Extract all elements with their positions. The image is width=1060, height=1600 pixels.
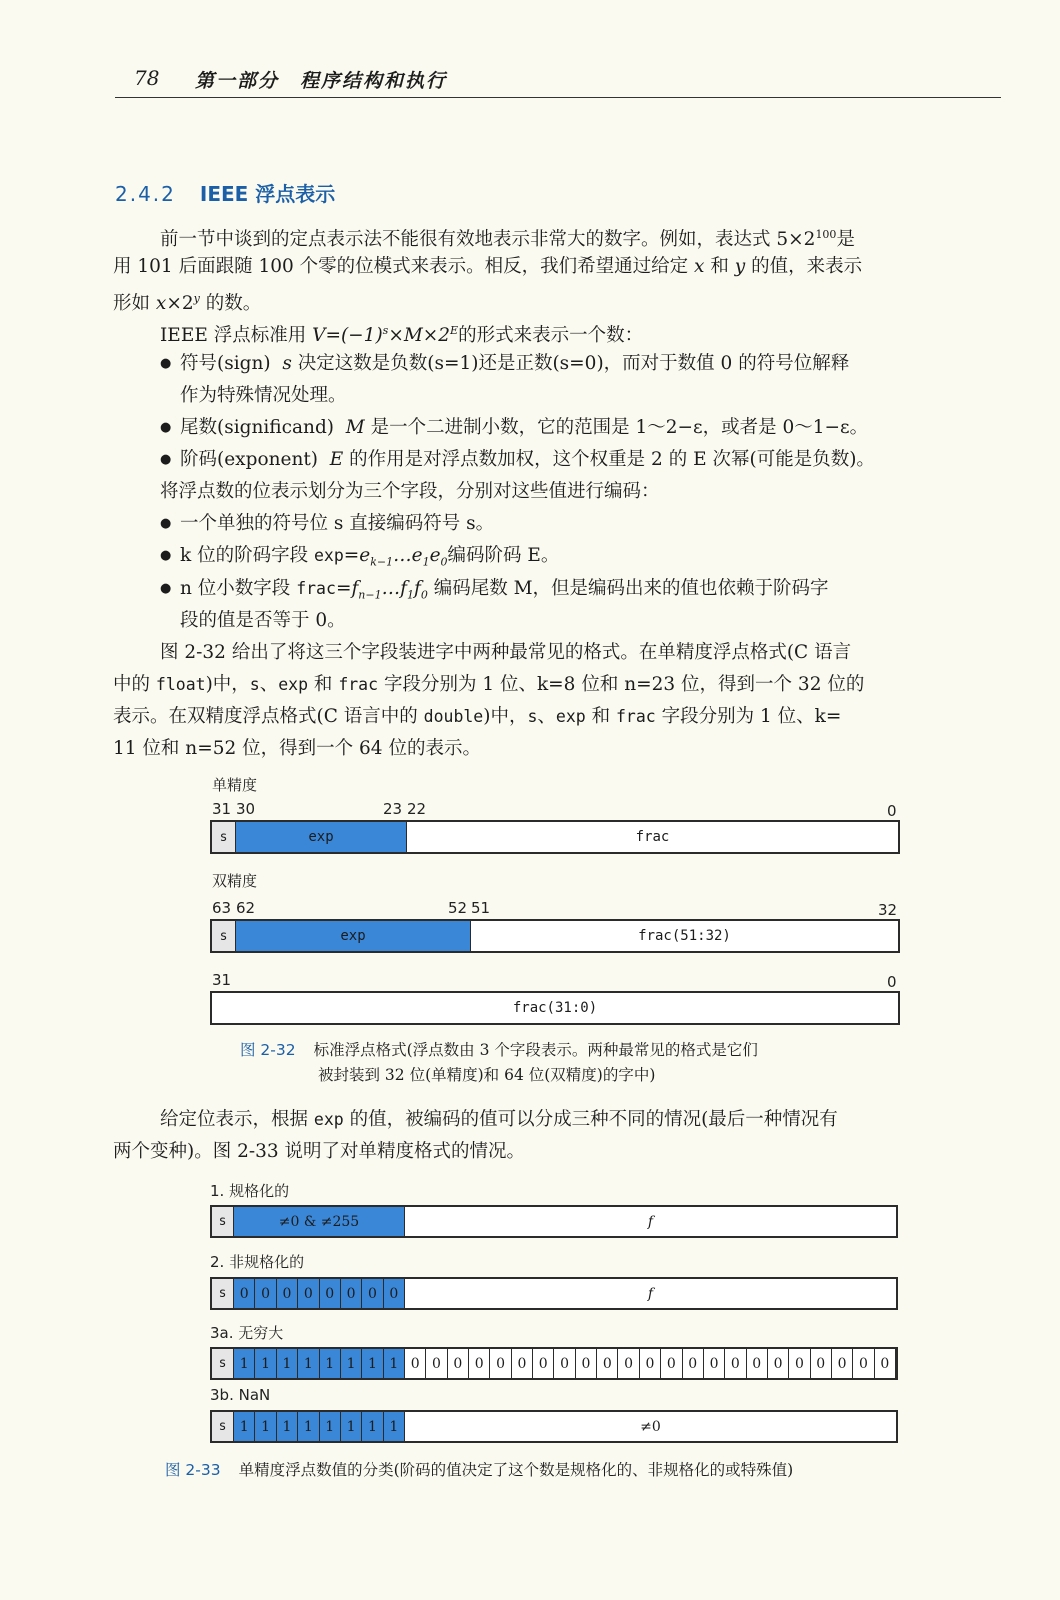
bit-cell: 0 <box>448 1349 469 1378</box>
bit-cell: 1 <box>234 1349 255 1378</box>
code: s <box>527 707 538 726</box>
para1-line2 <box>113 251 862 283</box>
frac-field: f <box>647 1285 654 1302</box>
infinity-format <box>210 1347 898 1380</box>
bit-cell: 1 <box>255 1412 276 1441</box>
frac-field: frac(51:32) <box>638 928 731 944</box>
bit-cell: 0 <box>469 1349 490 1378</box>
text: 和 <box>704 256 735 277</box>
bit-cell: 0 <box>747 1349 768 1378</box>
page-number: 78 <box>134 66 160 90</box>
para4-line4: 11 位和 n=52 位，得到一个 64 位的表示。 <box>113 738 481 759</box>
frac-field: f <box>647 1213 654 1230</box>
sign-field: s <box>212 1349 234 1378</box>
text: 形如 <box>113 293 156 315</box>
bit-cell: 0 <box>298 1279 319 1308</box>
text: 字段分别为 1 位、k= <box>655 706 842 727</box>
var: s <box>282 353 292 374</box>
bit-cell: 0 <box>341 1279 362 1308</box>
bit-index: 30 <box>236 800 256 818</box>
bit-index: 22 <box>407 800 427 818</box>
bit-cell: 1 <box>277 1412 298 1441</box>
nan-format <box>210 1410 898 1443</box>
bit-cell: 0 <box>661 1349 682 1378</box>
exp-field: ≠0 & ≠255 <box>234 1207 405 1236</box>
code: frac <box>296 579 336 598</box>
text: ×2 <box>166 293 194 315</box>
figure-caption-2-33 <box>165 1458 793 1482</box>
bit-cell: 0 <box>234 1279 255 1308</box>
bit-index: 23 <box>383 800 403 818</box>
text: k 位的阶码字段 <box>180 545 314 566</box>
para5-line1 <box>160 1104 838 1136</box>
text: )中， <box>205 674 250 695</box>
sign-field: s <box>212 921 236 951</box>
figure-number: 图 2-33 <box>165 1461 221 1479</box>
exp-field: exp <box>236 822 407 852</box>
frac-bits <box>405 1349 896 1378</box>
bit-index: 51 <box>471 899 491 917</box>
bit-cell: 0 <box>704 1349 725 1378</box>
formula: V=(−1) <box>312 325 383 347</box>
text: 和 <box>308 674 339 695</box>
bit-index: 31 <box>212 800 232 818</box>
text: 前一节中谈到的定点表示法不能很有效地表示非常大的数字。例如，表达式 5×2 <box>160 229 816 251</box>
text: 是一个二进制小数，它的范围是 1～2−ε，或者是 0～1−ε。 <box>364 417 869 438</box>
text: 用 101 后面跟随 100 个零的位模式来表示。相反，我们希望通过给定 <box>113 256 695 277</box>
single-precision-label: 单精度 <box>212 776 258 794</box>
bit-index: 32 <box>878 901 898 919</box>
subscript: k−1 <box>370 555 394 569</box>
para5-line2: 两个变种)。图 2-33 说明了对单精度格式的情况。 <box>113 1141 526 1162</box>
exp-field: exp <box>236 921 471 951</box>
code: exp <box>313 1110 344 1129</box>
bit-cell: 0 <box>683 1349 704 1378</box>
text: f <box>413 578 421 599</box>
exp-bits <box>234 1349 405 1378</box>
bit-cell: 0 <box>533 1349 554 1378</box>
subscript: 0 <box>420 588 428 602</box>
code: float <box>155 675 206 694</box>
bit-cell: 1 <box>362 1412 383 1441</box>
caption-text: 单精度浮点数值的分类(阶码的值决定了这个数是规格化的、非规格化的或特殊值) <box>238 1461 794 1479</box>
var: x <box>155 293 167 315</box>
bullet-sign <box>180 348 849 380</box>
sign-field: s <box>212 1207 234 1236</box>
bit-cell: 1 <box>384 1349 405 1378</box>
text: 的形式来表示一个数： <box>458 325 644 347</box>
para4-line1: 图 2-32 给出了将这三个字段装进字中两种最常见的格式。在单精度浮点格式(C 语言 <box>160 642 852 663</box>
para4-line2 <box>113 669 864 701</box>
text: =e <box>343 545 371 566</box>
formula: ×M×2 <box>388 325 451 347</box>
code: frac <box>616 707 656 726</box>
text: IEEE 浮点标准用 <box>160 325 313 347</box>
bit-cell: 1 <box>298 1412 319 1441</box>
header-rule <box>115 97 1001 98</box>
text: 中的 <box>113 674 156 695</box>
case-normalized-label: 1. 规格化的 <box>210 1182 290 1200</box>
bit-index: 31 <box>212 971 232 989</box>
bit-cell: 0 <box>426 1349 447 1378</box>
normalized-format <box>210 1205 898 1238</box>
text: )中， <box>483 706 528 727</box>
double-precision-format-low <box>210 991 900 1025</box>
section-title: IEEE 浮点表示 <box>199 182 336 206</box>
bit-cell: 0 <box>768 1349 789 1378</box>
superscript: s <box>382 324 389 337</box>
sign-field: s <box>212 1412 234 1441</box>
bullet-frac-cont: 段的值是否等于 0。 <box>180 610 346 631</box>
term: 阶码(exponent) <box>180 449 319 470</box>
bit-index: 0 <box>887 802 897 820</box>
text: 编码阶码 E。 <box>447 545 560 566</box>
bit-cell: 0 <box>832 1349 853 1378</box>
superscript: 100 <box>815 228 837 241</box>
text: 、 <box>537 706 556 727</box>
text: …f <box>381 578 407 599</box>
bit-cell: 1 <box>341 1349 362 1378</box>
figure-caption-2-32-line2: 被封装到 32 位(单精度)和 64 位(双精度)的字中) <box>318 1066 656 1084</box>
bit-cell: 0 <box>618 1349 639 1378</box>
text: 给定位表示，根据 <box>160 1109 314 1130</box>
exp-bits <box>234 1412 405 1441</box>
bit-index: 0 <box>887 973 897 991</box>
bit-cell: 1 <box>320 1349 341 1378</box>
term: 尾数(significand) <box>180 417 335 438</box>
var: x <box>694 256 705 277</box>
bit-cell: 0 <box>362 1279 383 1308</box>
text: n 位小数字段 <box>180 578 297 599</box>
text: =f <box>335 578 359 599</box>
code: s <box>249 675 260 694</box>
bit-cell: 1 <box>341 1412 362 1441</box>
bullet-exponent <box>180 444 875 476</box>
code: frac <box>338 675 379 694</box>
bit-index: 63 <box>212 899 232 917</box>
var: M <box>345 417 365 438</box>
denormalized-format <box>210 1277 898 1310</box>
subscript: n−1 <box>358 588 382 602</box>
bit-cell: 0 <box>597 1349 618 1378</box>
bit-cell: 0 <box>725 1349 746 1378</box>
running-header: 第一部分 程序结构和执行 <box>195 70 448 92</box>
bit-cell: 0 <box>576 1349 597 1378</box>
bit-cell: 0 <box>277 1279 298 1308</box>
text: e <box>429 545 441 566</box>
case-infinity-label: 3a. 无穷大 <box>210 1324 284 1342</box>
figure-number: 图 2-32 <box>240 1041 296 1059</box>
bit-cell: 0 <box>789 1349 810 1378</box>
bit-index: 52 <box>448 899 468 917</box>
frac-field: frac(31:0) <box>512 1000 598 1016</box>
code: exp <box>555 707 586 726</box>
text: 的作用是对浮点数加权，这个权重是 2 的 E 次幂(可能是负数)。 <box>343 449 875 470</box>
bit-cell: 0 <box>384 1279 405 1308</box>
bit-cell: 0 <box>640 1349 661 1378</box>
subscript: 1 <box>422 555 430 569</box>
section-heading <box>115 178 335 207</box>
para2 <box>160 315 643 352</box>
bullet-sign-bit: ● 一个单独的符号位 s 直接编码符号 s。 <box>180 508 494 540</box>
bit-cell: 0 <box>875 1349 896 1378</box>
para4-line3 <box>113 701 841 733</box>
text: …e <box>393 545 423 566</box>
case-denormalized-label: 2. 非规格化的 <box>210 1253 305 1271</box>
superscript: E <box>450 324 459 337</box>
bit-cell: 0 <box>255 1279 276 1308</box>
term: 符号(sign) <box>180 353 271 374</box>
var: E <box>329 449 344 470</box>
text: 字段分别为 1 位、k=8 位和 n=23 位，得到一个 32 位的 <box>378 674 865 695</box>
exp-bits <box>234 1279 405 1308</box>
bit-cell: 1 <box>234 1412 255 1441</box>
case-nan-label: 3b. NaN <box>210 1386 271 1404</box>
text: 决定这数是负数(s=1)还是正数(s=0)，而对于数值 0 的符号位解释 <box>291 353 850 374</box>
bit-cell: 0 <box>405 1349 426 1378</box>
bit-index: 62 <box>236 899 256 917</box>
text: 表示。在双精度浮点格式(C 语言中的 <box>113 706 424 727</box>
text: 是 <box>836 229 855 251</box>
text: 和 <box>585 706 616 727</box>
bit-cell: 1 <box>277 1349 298 1378</box>
bullet-significand <box>180 412 868 444</box>
bit-cell: 0 <box>811 1349 832 1378</box>
single-precision-format <box>210 820 900 854</box>
subscript: 1 <box>406 588 414 602</box>
bit-cell: 1 <box>362 1349 383 1378</box>
double-precision-label: 双精度 <box>212 872 258 890</box>
double-precision-format-high <box>210 919 900 953</box>
bullet-sign-cont: 作为特殊情况处理。 <box>180 385 347 406</box>
code: double <box>423 707 484 726</box>
bit-cell: 0 <box>853 1349 874 1378</box>
bit-cell: 0 <box>320 1279 341 1308</box>
sign-field: s <box>212 1279 234 1308</box>
section-number: 2.4.2 <box>115 182 176 206</box>
text: 的值，被编码的值可以分成三种不同的情况(最后一种情况有 <box>343 1109 838 1130</box>
text: 的数。 <box>199 293 262 315</box>
text: 编码尾数 M，但是编码出来的值也依赖于阶码字 <box>427 578 829 599</box>
para3: 将浮点数的位表示划分为三个字段，分别对这些值进行编码： <box>160 481 660 502</box>
bit-cell: 1 <box>384 1412 405 1441</box>
bit-cell: 1 <box>255 1349 276 1378</box>
frac-field: frac <box>635 829 670 845</box>
sign-field: s <box>212 822 236 852</box>
code: exp <box>313 546 344 565</box>
bit-cell: 0 <box>490 1349 511 1378</box>
bit-cell: 0 <box>554 1349 575 1378</box>
bit-cell: 1 <box>298 1349 319 1378</box>
subscript: 0 <box>440 555 448 569</box>
figure-caption-2-32 <box>240 1038 758 1062</box>
bit-cell: 0 <box>512 1349 533 1378</box>
frac-field: ≠0 <box>640 1418 661 1435</box>
text: 的值，来表示 <box>745 256 863 277</box>
superscript: y <box>193 292 200 305</box>
text: 、 <box>259 674 279 695</box>
caption-text: 标准浮点格式(浮点数由 3 个字段表示。两种最常见的格式是它们 <box>313 1041 758 1059</box>
var: y <box>734 256 746 277</box>
code: exp <box>278 675 309 694</box>
bit-cell: 1 <box>320 1412 341 1441</box>
